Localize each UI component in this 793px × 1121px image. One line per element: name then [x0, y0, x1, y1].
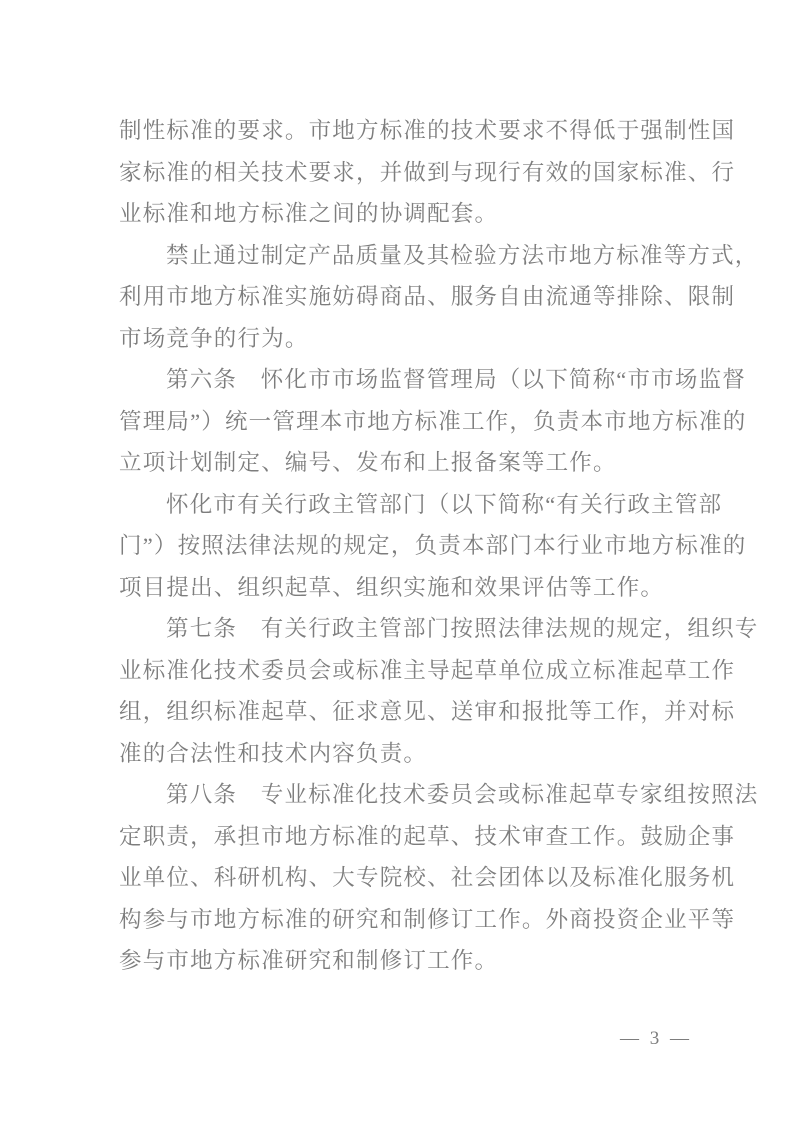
- text-line: 制性标准的要求。市地方标准的技术要求不得低于强制性国: [119, 118, 736, 143]
- text-line: 业标准和地方标准之间的协调配套。: [119, 201, 499, 226]
- text-line: 门”）按照法律法规的规定，负责本部门本行业市地方标准的: [119, 533, 747, 558]
- text-line: 立项计划制定、编号、发布和上报备案等工作。: [119, 450, 617, 475]
- document-body: [119, 110, 759, 982]
- text-line: 业标准化技术委员会或标准主导起草单位成立标准起草工作: [119, 657, 736, 683]
- text-line: 市场竞争的行为。: [119, 325, 309, 351]
- text-line: 准的合法性和技术内容负责。: [119, 740, 428, 766]
- text-line: 项目提出、组织起草、组织实施和效果评估等工作。: [119, 574, 665, 600]
- text-line: 家标准的相关技术要求，并做到与现行有效的国家标准、行: [119, 159, 736, 185]
- text-line: 利用市地方标准实施妨碍商品、服务自由流通等排除、限制: [119, 284, 736, 309]
- text-line: 业单位、科研机构、大专院校、社会团体以及标准化服务机: [119, 865, 736, 890]
- text-line: 参与市地方标准研究和制修订工作。: [119, 948, 499, 973]
- text-line: 定职责，承担市地方标准的起草、技术审查工作。鼓励企事: [119, 823, 736, 849]
- text-line: 怀化市有关行政主管部门（以下简称“有关行政主管部: [166, 491, 723, 517]
- text-line: 第八条 专业标准化技术委员会或标准起草专家组按照法: [166, 782, 759, 807]
- text-line: 禁止通过制定产品质量及其检验方法市地方标准等方式，: [166, 242, 759, 268]
- text-line: 第七条 有关行政主管部门按照法律法规的规定，组织专: [166, 616, 759, 641]
- text-line: 管理局”）统一管理本市地方标准工作，负责本市地方标准的: [119, 408, 747, 434]
- text-line: 组，组织标准起草、征求意见、送审和报批等工作，并对标: [119, 699, 736, 724]
- text-line: 第六条 怀化市市场监督管理局（以下简称“市市场监督: [166, 367, 746, 392]
- page-number: — 3 —: [620, 1028, 692, 1049]
- text-line: 构参与市地方标准的研究和制修订工作。外商投资企业平等: [119, 906, 736, 932]
